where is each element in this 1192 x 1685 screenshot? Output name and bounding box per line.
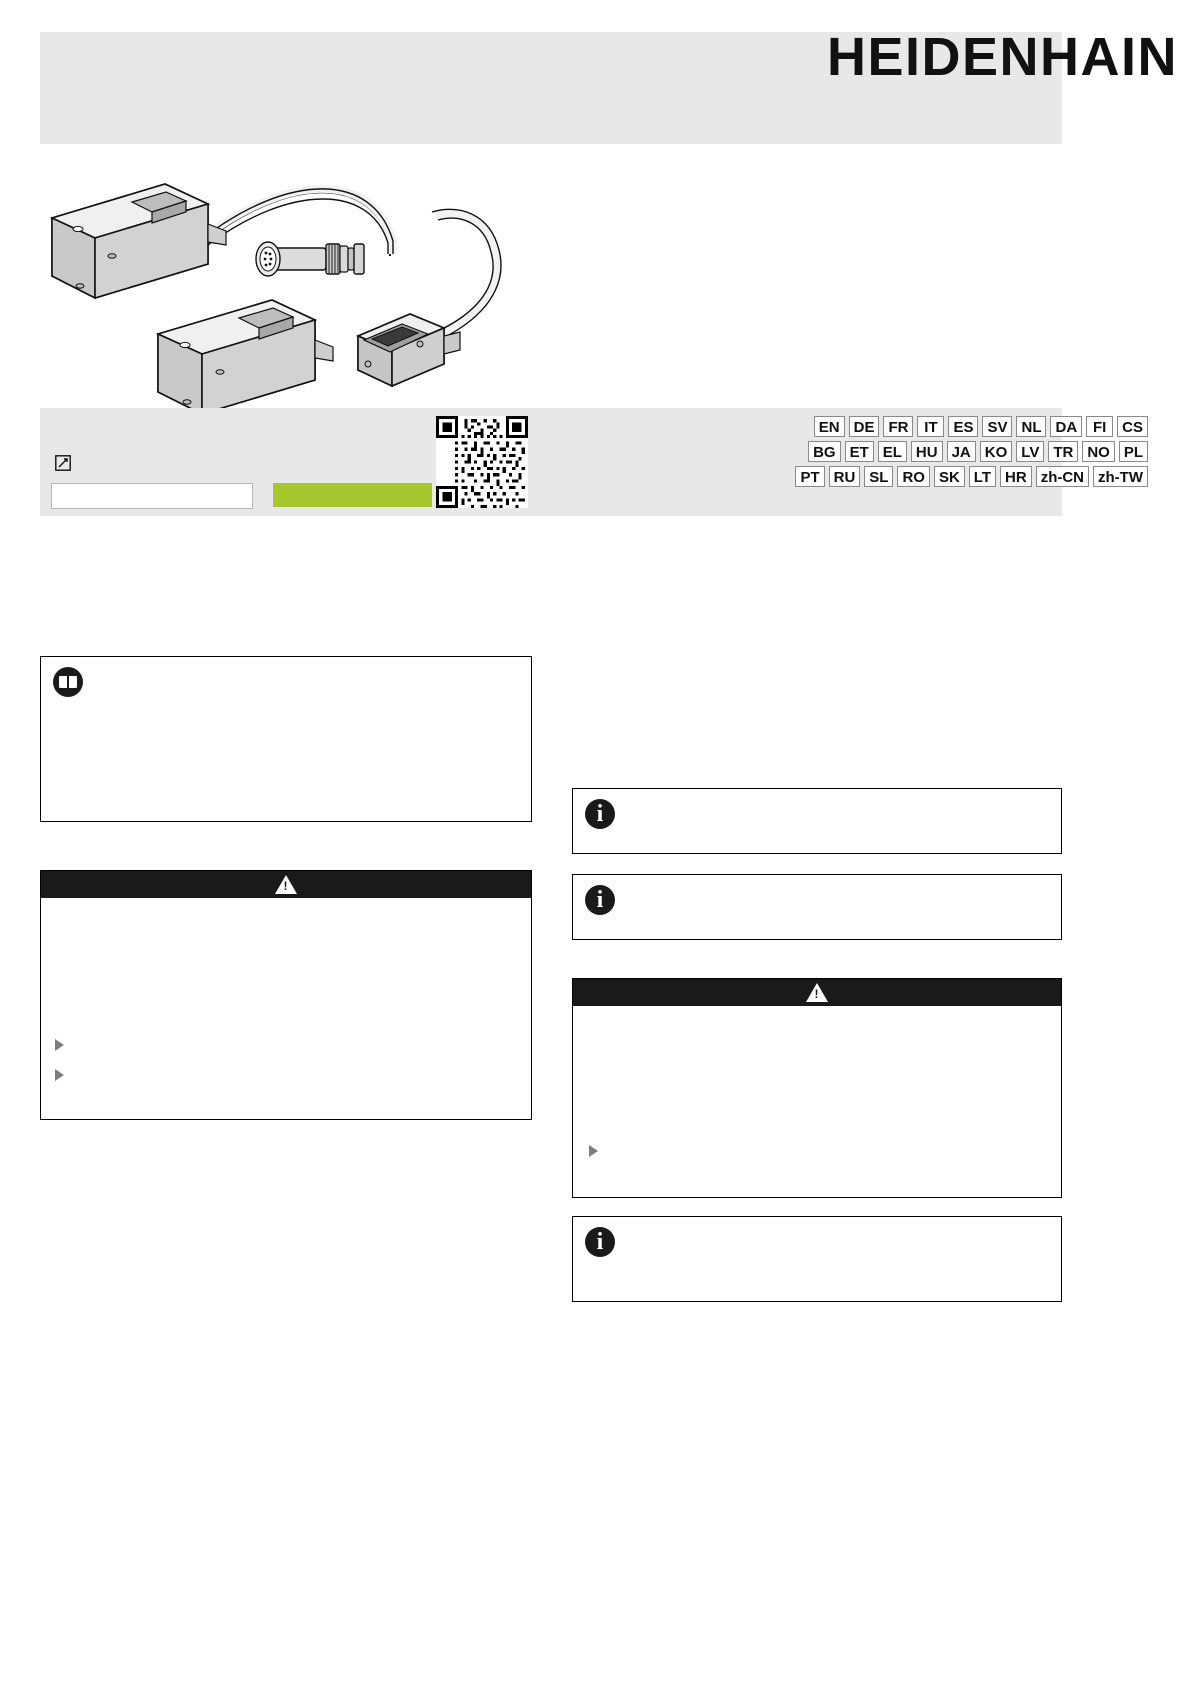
product-illustration (40, 146, 560, 408)
info-box-3 (572, 1216, 1062, 1302)
lang-chip-pt[interactable]: PT (795, 466, 824, 487)
lang-chip-es[interactable]: ES (948, 416, 978, 437)
bullet-arrow-icon (55, 1039, 64, 1051)
document-id-field[interactable] (51, 483, 253, 509)
lang-chip-ru[interactable]: RU (829, 466, 861, 487)
documentation-note-box (40, 656, 532, 822)
lang-chip-sl[interactable]: SL (864, 466, 893, 487)
lang-chip-cs[interactable]: CS (1117, 416, 1148, 437)
lang-chip-no[interactable]: NO (1082, 441, 1115, 462)
lang-chip-nl[interactable]: NL (1016, 416, 1046, 437)
lang-chip-zh-cn[interactable]: zh-CN (1036, 466, 1089, 487)
info-icon: i (585, 885, 615, 915)
warning-triangle-icon (806, 983, 828, 1002)
language-row-1 (814, 416, 1148, 437)
lang-chip-hu[interactable]: HU (911, 441, 943, 462)
language-row-3 (795, 466, 1148, 487)
lang-chip-de[interactable]: DE (849, 416, 880, 437)
info-icon-slot-3 (585, 1227, 615, 1257)
book-icon-slot (53, 667, 83, 697)
lang-chip-lt[interactable]: LT (969, 466, 996, 487)
lang-chip-hr[interactable]: HR (1000, 466, 1032, 487)
lang-chip-fi[interactable]: FI (1086, 416, 1113, 437)
book-icon (53, 667, 83, 697)
lang-chip-ja[interactable]: JA (947, 441, 976, 462)
lang-chip-sv[interactable]: SV (982, 416, 1012, 437)
info-icon-slot-2 (585, 885, 615, 915)
lang-chip-fr[interactable]: FR (883, 416, 913, 437)
warning-header-right (573, 979, 1061, 1006)
lang-chip-lv[interactable]: LV (1016, 441, 1044, 462)
language-selector[interactable] (718, 416, 1148, 487)
lang-chip-en[interactable]: EN (814, 416, 845, 437)
brand-logo: HEIDENHAIN (826, 27, 1178, 87)
warning-box-right (572, 978, 1062, 1198)
document-pen-icon (55, 455, 71, 471)
warning-triangle-icon (275, 875, 297, 894)
bullet-arrow-icon (589, 1145, 598, 1157)
warning-header-left (41, 871, 531, 898)
warning-box-left (40, 870, 532, 1120)
lang-chip-ro[interactable]: RO (897, 466, 930, 487)
info-icon: i (585, 799, 615, 829)
lang-chip-tr[interactable]: TR (1048, 441, 1078, 462)
lang-chip-zh-tw[interactable]: zh-TW (1093, 466, 1148, 487)
bullet-arrow-icon (55, 1069, 64, 1081)
info-box-1 (572, 788, 1062, 854)
qr-code[interactable] (436, 416, 528, 508)
lang-chip-sk[interactable]: SK (934, 466, 965, 487)
language-row-2 (808, 441, 1148, 462)
lang-chip-pl[interactable]: PL (1119, 441, 1148, 462)
info-box-2 (572, 874, 1062, 940)
info-icon: i (585, 1227, 615, 1257)
lang-chip-el[interactable]: EL (878, 441, 907, 462)
lang-chip-et[interactable]: ET (845, 441, 874, 462)
green-accent-bar (273, 483, 432, 507)
lang-chip-bg[interactable]: BG (808, 441, 841, 462)
info-icon-slot-1 (585, 799, 615, 829)
lang-chip-it[interactable]: IT (917, 416, 944, 437)
lang-chip-da[interactable]: DA (1050, 416, 1082, 437)
lang-chip-ko[interactable]: KO (980, 441, 1013, 462)
